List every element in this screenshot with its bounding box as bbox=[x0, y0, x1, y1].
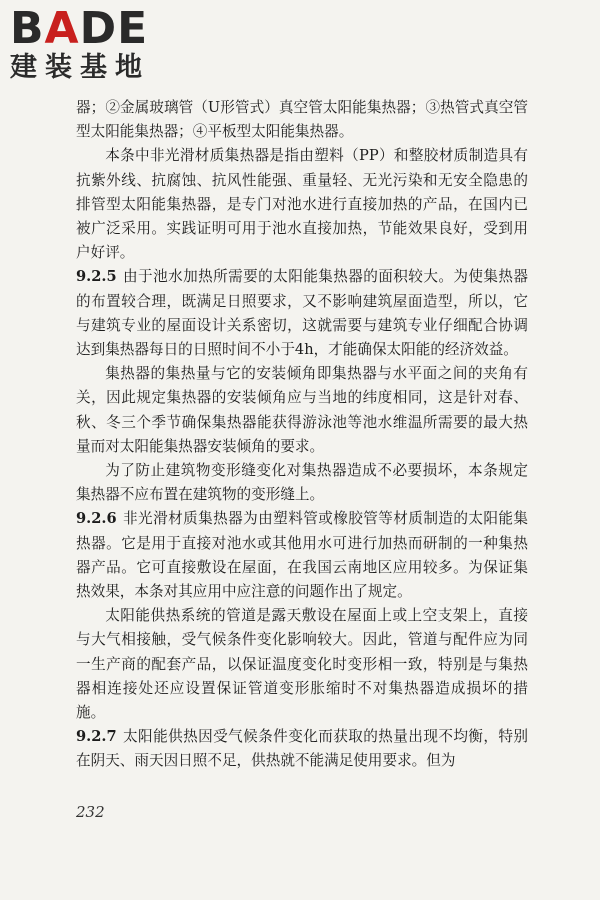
paragraph-text: 集热器的集热量与它的安装倾角即集热器与水平面之间的夹角有关，因此规定集热器的安装倾角应与当地的纬度相同，这是针对春、秋、冬三个季节确保集热器能获得游泳池等池水维温所需要的最大热量而对太阳能集热器安装倾角的要求。 bbox=[76, 365, 528, 455]
paragraph-text: 非光滑材质集热器为由塑料管或橡胶管等材质制造的太阳能集热器。它是用于直接对池水或其他用水可进行加热而研制的一种集热器产品。它可直接敷设在屋面，在我国云南地区应用较多。为保证集热效果，本条对其应用中应注意的问题作出了规定。 bbox=[76, 510, 528, 601]
clause-number: 9.2.6 bbox=[76, 510, 117, 528]
logo-letters-de: DE bbox=[79, 3, 149, 54]
clause-9-2-5 bbox=[76, 265, 528, 362]
paragraph-text: 本条中非光滑材质集热器是指由塑料（PP）和整胶材质制造具有抗紫外线、抗腐蚀、抗风性能强、重量轻、无光污染和无安全隐患的排管型太阳能集热器，是专门对池水进行直接加热的产品，在国内已被广泛采用。实践证明可用于池水直接加热，节能效果良好，受到用户好评。 bbox=[76, 147, 528, 262]
paragraph-p7 bbox=[76, 604, 528, 725]
paragraph-p1 bbox=[76, 96, 528, 144]
paragraph-text: 为了防止建筑物变形缝变化对集热器造成不必要损坏，本条规定集热器不应布置在建筑物的变形缝上。 bbox=[76, 462, 528, 504]
logo-wordmark bbox=[10, 3, 180, 54]
paragraph-text: 太阳能供热因受气候条件变化而获取的热量出现不均衡，特别在阴天、雨天因日照不足，供热就不能满足使用要求。但为 bbox=[76, 728, 528, 770]
paragraph-text: 太阳能供热系统的管道是露天敷设在屋面上或上空支架上，直接与大气相接触，受气候条件变化影响较大。因此，管道与配件应为同一生产商的配套产品，以保证温度变化时变形相一致，特别是与集热器相连接处还应设置保证管道变形胀缩时不对集热器造成损坏的措施。 bbox=[76, 607, 528, 722]
paragraph-text: 器；②金属玻璃管（U形管式）真空管太阳能集热器；③热管式真空管型太阳能集热器；④平板型太阳能集热器。 bbox=[76, 99, 528, 141]
document-body bbox=[76, 96, 528, 774]
clause-number: 9.2.7 bbox=[76, 728, 117, 746]
clause-number: 9.2.5 bbox=[76, 268, 117, 286]
page-number: 232 bbox=[76, 803, 105, 821]
paragraph-p5 bbox=[76, 459, 528, 507]
clause-9-2-7 bbox=[76, 725, 528, 773]
logo-subtitle: 建装基地 bbox=[10, 52, 150, 83]
clause-9-2-6 bbox=[76, 507, 528, 604]
paragraph-p4 bbox=[76, 362, 528, 459]
bade-logo bbox=[10, 3, 180, 84]
logo-letter-a: A bbox=[44, 3, 80, 54]
paragraph-p2 bbox=[76, 144, 528, 265]
logo-letter-b: B bbox=[10, 3, 45, 54]
paragraph-text: 由于池水加热所需要的太阳能集热器的面积较大。为使集热器的布置较合理，既满足日照要求，又不影响建筑屋面造型，所以，它与建筑专业的屋面设计关系密切，这就需要与建筑专业仔细配合协调达到集热器每日的日照时间不小于4h，才能确保太阳能的经济效益。 bbox=[76, 268, 528, 359]
